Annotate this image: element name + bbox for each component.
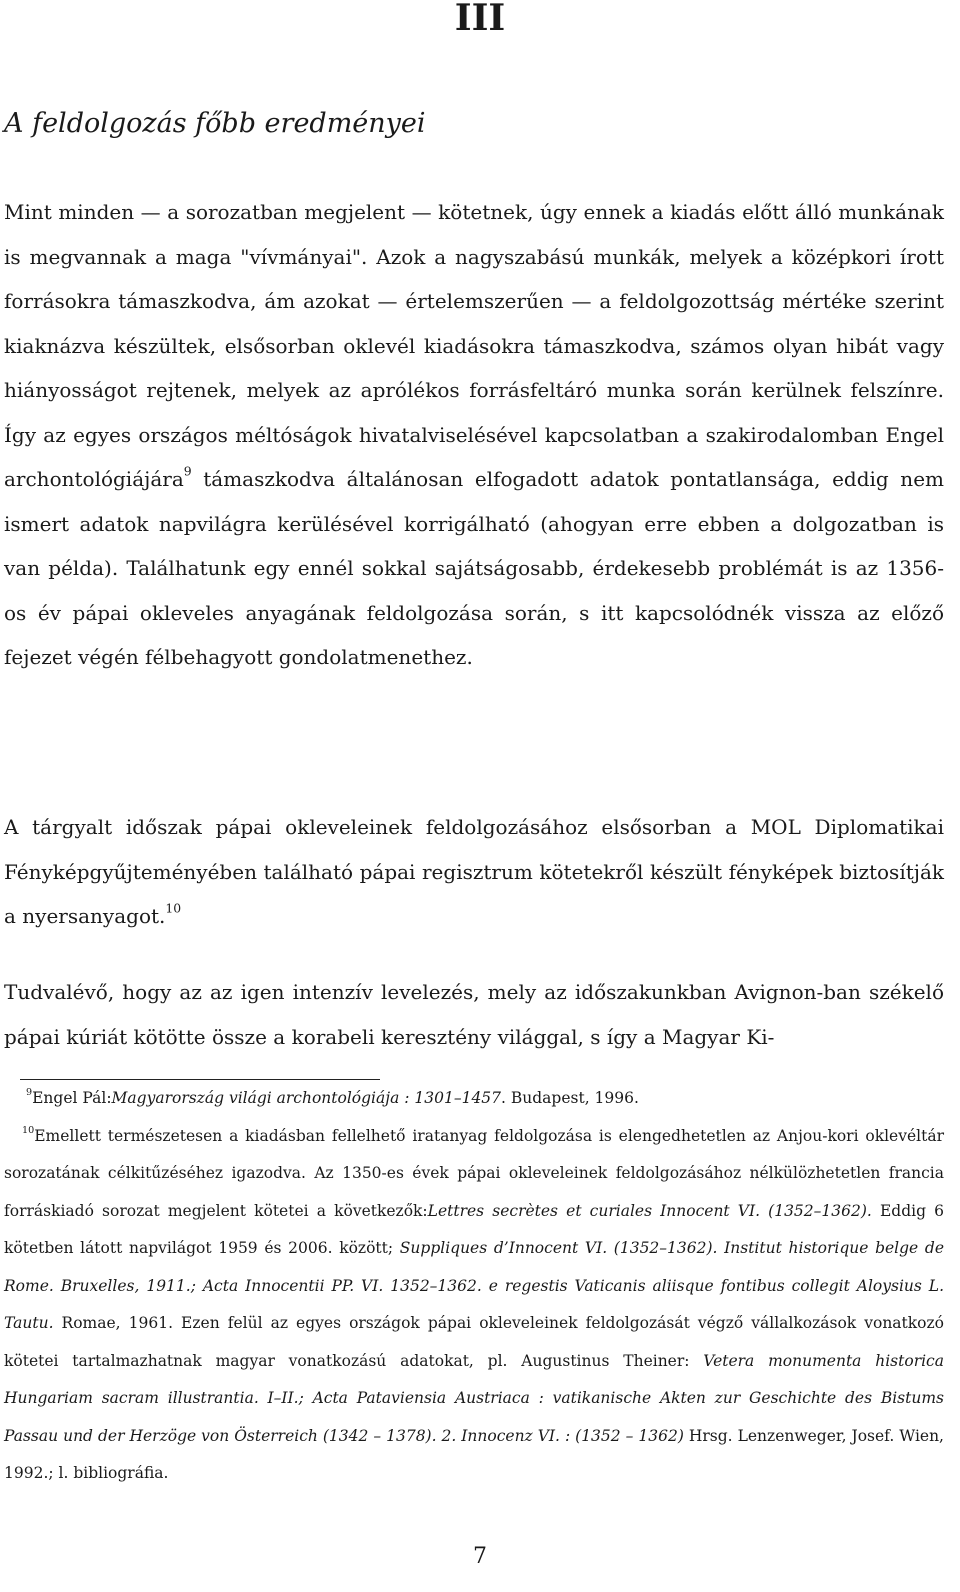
footnote-mark-9: 9 <box>26 1086 33 1098</box>
footnotes-section <box>4 1080 944 1493</box>
footnote-ref-9[interactable]: 9 <box>183 463 192 479</box>
footnote-10-text-3: Romae, 1961. Ezen felül az egyes országok pápai okleveleinek feldolgozását végző vállalkozások vonatkozó kötetei tartalmazhatnak magyar vonatkozású adatokat, pl. Augustinus Theiner: <box>4 1314 944 1370</box>
footnote-10-text-4: Hrsg. Lenzenweger, Josef. Wien, 1992.; l. bibliográfia. <box>4 1426 944 1482</box>
footnote-9 <box>4 1080 944 1118</box>
chapter-number: III <box>454 0 506 39</box>
paragraph-2 <box>4 805 944 939</box>
page-number: 7 <box>473 1544 487 1569</box>
footnote-9-title: Magyarország világi archontológiája : 1301–1457 <box>111 1089 502 1107</box>
footnote-10-text-1: Emellett természetesen a kiadásban fellelhető iratanyag feldolgozása is elengedhetetlen az Anjou-kori oklevéltár sorozatának célkitűzéséhez igazodva. Az 1350-es évek pápai okleveleinek feldolgozásához nélkülözhetetlen francia forráskiadó sorozat megjelent kötetei a következők: <box>4 1126 944 1220</box>
footnote-10-italic-2: Suppliques d’Innocent VI. (1352–1362). Institut historique belge de Rome. Bruxelles, 1911.; Acta Innocentii PP. VI. 1352–1362. e regestis Vaticanis aliisque fontibus collegit Aloysius L. Tautu. <box>4 1239 945 1332</box>
footnote-10-italic-1: Lettres secrètes et curiales Innocent VI. (1352–1362). <box>427 1201 872 1220</box>
chapter-title: A feldolgozás főbb eredményei <box>4 108 426 139</box>
paragraph-2-text: A tárgyalt időszak pápai okleveleinek feldolgozásához elsősorban a MOL Diplomatikai Fényképgyűjteményében található pápai regisztrum kötetekről készült fényképek biztosítják a nyersanyagot. <box>4 815 944 928</box>
footnote-ref-10[interactable]: 10 <box>165 900 182 916</box>
paragraph-1-text-a: Mint minden — a sorozatban megjelent — kötetnek, úgy ennek a kiadás előtt álló munkának is megvannak a maga "vívmányai". Azok a nagyszabású munkák, melyek a középkori írott forrásokra támaszkodva, ám azokat — értelemszerűen — a feldolgozottság mértéke szerint kiaknázva készültek, elsősorban oklevél kiadásokra támaszkodva, számos olyan hibát vagy hiányosságot rejtenek, melyek az aprólékos forrásfeltáró munka során kerülnek felszínre. Így az egyes országos méltóságok hivatalviselésével kapcsolatban a szakirodalomban Engel archontológiájára <box>4 200 944 491</box>
paragraph-3 <box>4 970 944 1059</box>
footnote-9-rest: . Budapest, 1996. <box>501 1089 639 1107</box>
footnote-10 <box>4 1118 944 1493</box>
paragraph-1 <box>4 190 944 680</box>
paragraph-3-text: Tudvalévő, hogy az az igen intenzív levelezés, mely az időszakunkban Avignon-ban székelő pápai kúriát kötötte össze a korabeli keresztény világgal, s így a Magyar Ki- <box>4 980 944 1049</box>
footnote-9-author: Engel Pál: <box>32 1089 112 1107</box>
footnote-10-italic-3: Vetera monumenta historica Hungariam sacram illustrantia. I–II.; Acta Pataviensia Austriaca : vatikanische Akten zur Geschichte des Bistums Passau und der Herzöge von Österreich (1342 – 1378). 2. Innocenz VI. : (1352 – 1362) <box>4 1351 944 1445</box>
footnote-mark-10: 10 <box>22 1124 35 1136</box>
footnote-10-text-2: Eddig 6 kötetben látott napvilágot 1959 és 2006. között; <box>4 1201 945 1257</box>
paragraph-1-text-b: támaszkodva általánosan elfogadott adatok pontatlansága, eddig nem ismert adatok napvilágra kerülésével korrigálható (ahogyan erre ebben a dolgozatban is van példa). Találhatunk egy ennél sokkal sajátságosabb, érdekesebb problémát is az 1356-os év pápai okleveles anyagának feldolgozása során, s itt kapcsolódnék vissza az előző fejezet végén félbehagyott gondolatmenethez. <box>4 467 944 669</box>
